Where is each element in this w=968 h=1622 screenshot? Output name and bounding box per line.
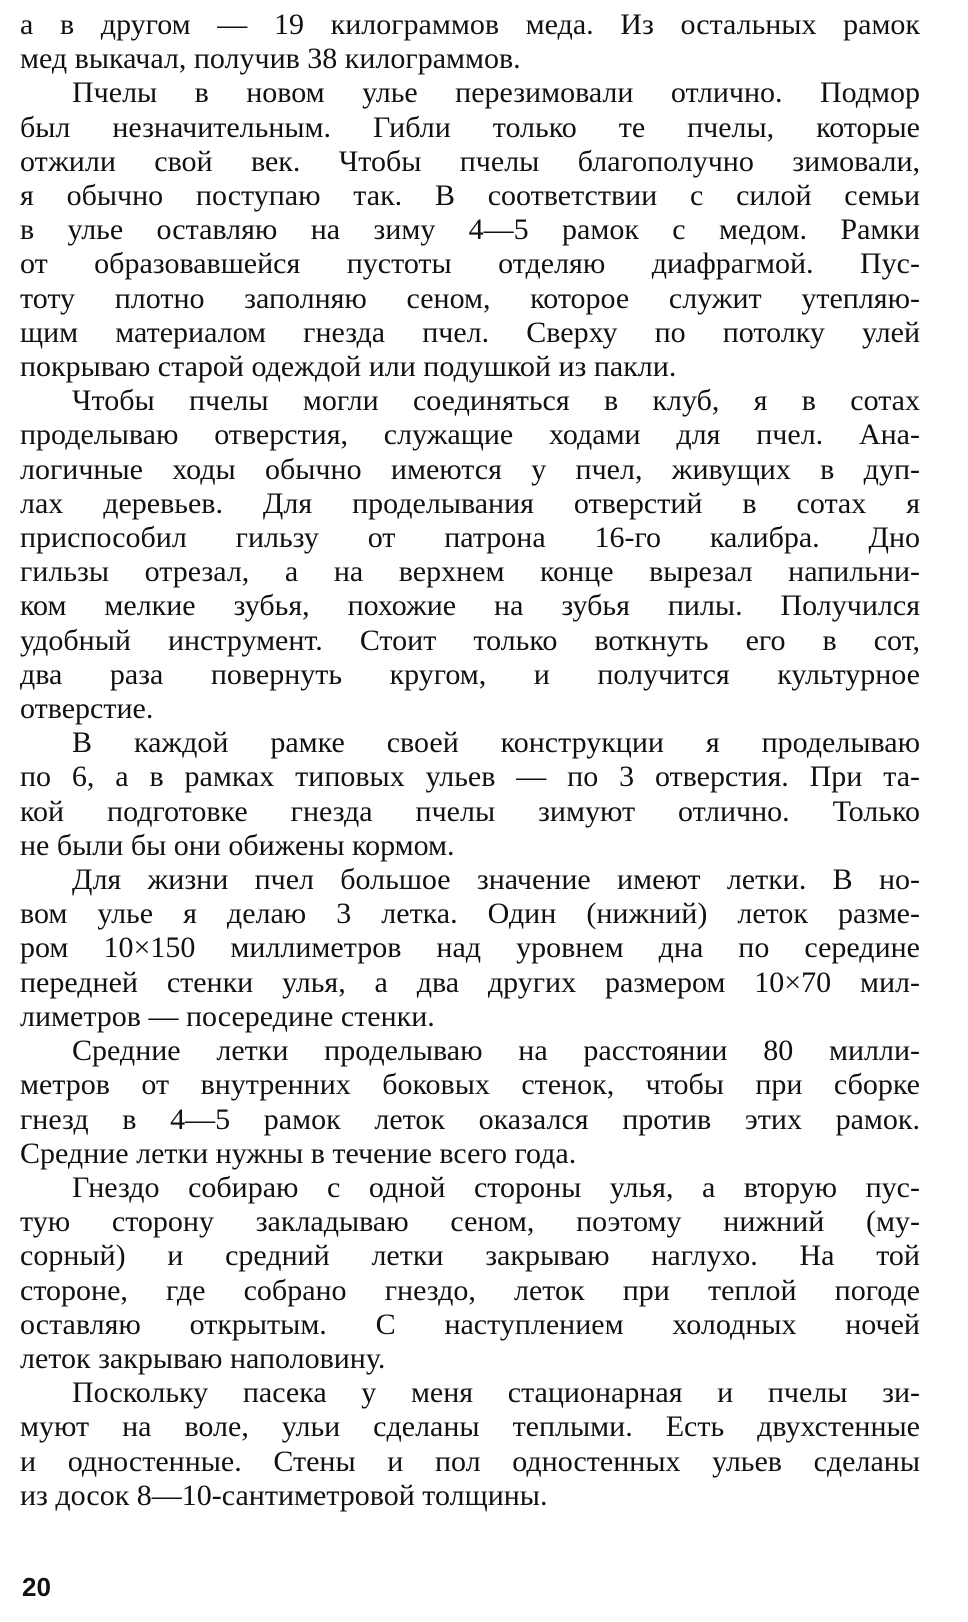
text-line: проделываю отверстия, служащие ходами для пчел. Ана-: [20, 418, 920, 452]
text-line: леток закрываю наполовину.: [20, 1341, 386, 1375]
text-line: муют на воле, ульи сделаны теплыми. Есть двухстенные: [20, 1410, 920, 1444]
paragraph-3: [20, 384, 920, 726]
text-line: вом улье я делаю 3 летка. Один (нижний) леток разме-: [20, 897, 920, 931]
text-line: и одностенные. Стены и пол одностенных ульев сделаны: [20, 1444, 920, 1478]
text-line: а в другом — 19 килограммов меда. Из остальных рамок: [20, 8, 920, 41]
text-line: оставляю открытым. С наступлением холодных ночей: [20, 1307, 920, 1341]
text-line: два раза повернуть кругом, и получится культурное: [20, 657, 920, 691]
text-line: не были бы они обижены кормом.: [20, 828, 455, 862]
text-line: Чтобы пчелы могли соединяться в клуб, я в сотах: [72, 384, 920, 418]
text-line: ком мелкие зубья, похожие на зубья пилы. Получился: [20, 589, 920, 623]
text-line: отверстие.: [20, 692, 154, 726]
text-line: гнезд в 4—5 рамок леток оказался против этих рамок.: [20, 1102, 920, 1136]
text-line: отжили свой век. Чтобы пчелы благополучно зимовали,: [20, 144, 920, 178]
text-line: Средние летки нужны в течение всего года.: [20, 1136, 577, 1170]
text-line: щим материалом гнезда пчел. Сверху по потолку улей: [20, 315, 920, 349]
text-line: Пчелы в новом улье перезимовали отлично. Подмор: [72, 76, 920, 110]
text-line: удобный инструмент. Стоит только воткнуть его в сот,: [20, 623, 920, 657]
text-line: приспособил гильзу от патрона 16-го калибра. Дно: [20, 521, 920, 555]
text-line: В каждой рамке своей конструкции я проделываю: [72, 726, 920, 760]
paragraph-2: [20, 76, 920, 384]
paragraph-4: [20, 726, 920, 863]
text-line: мед выкачал, получив 38 килограммов.: [20, 42, 521, 76]
text-line: лах деревьев. Для проделывания отверстий в сотах я: [20, 486, 920, 520]
text-line: по 6, а в рамках типовых ульев — по 3 отверстия. При та-: [20, 760, 920, 794]
text-line: покрываю старой одеждой или подушкой из пакли.: [20, 350, 677, 384]
text-line: из досок 8—10-сантиметровой толщины.: [20, 1478, 548, 1512]
text-line: был незначительным. Гибли только те пчелы, которые: [20, 110, 920, 144]
paragraph-1: [20, 8, 920, 76]
text-line: тую сторону закладываю сеном, поэтому нижний (му-: [20, 1205, 920, 1239]
paragraph-7: [20, 1171, 920, 1376]
text-line: стороне, где собрано гнездо, леток при теплой погоде: [20, 1273, 920, 1307]
page-number: 20: [22, 1572, 51, 1602]
text-line: от образовавшейся пустоты отделяю диафрагмой. Пус-: [20, 247, 920, 281]
text-line: передней стенки улья, а два других размером 10×70 мил-: [20, 965, 920, 999]
text-line: Средние летки проделываю на расстоянии 80 милли-: [72, 1034, 920, 1068]
text-line: гильзы отрезал, а на верхнем конце вырезал напильни-: [20, 555, 920, 589]
text-line: логичные ходы обычно имеются у пчел, живущих в дуп-: [20, 452, 920, 486]
paragraph-8: [20, 1376, 920, 1513]
text-line: сорный) и средний летки закрываю наглухо. На той: [20, 1239, 920, 1273]
text-line: Гнездо собираю с одной стороны улья, а вторую пус-: [72, 1170, 920, 1204]
text-line: Поскольку пасека у меня стационарная и пчелы зи-: [72, 1376, 920, 1410]
text-line: лиметров — посередине стенки.: [20, 999, 435, 1033]
text-line: в улье оставляю на зиму 4—5 рамок с медом. Рамки: [20, 213, 920, 247]
text-line: тоту плотно заполняю сеном, которое служит утепляю-: [20, 281, 920, 315]
text-line: я обычно поступаю так. В соответствии с силой семьи: [20, 179, 920, 213]
text-line: метров от внутренних боковых стенок, чтобы при сборке: [20, 1068, 920, 1102]
text-line: Для жизни пчел большое значение имеют летки. В но-: [72, 863, 920, 897]
paragraph-6: [20, 1034, 920, 1171]
text-line: кой подготовке гнезда пчелы зимуют отлично. Только: [20, 794, 920, 828]
text-line: ром 10×150 миллиметров над уровнем дна по середине: [20, 931, 920, 965]
paragraph-5: [20, 863, 920, 1034]
page-body: [20, 8, 920, 1513]
